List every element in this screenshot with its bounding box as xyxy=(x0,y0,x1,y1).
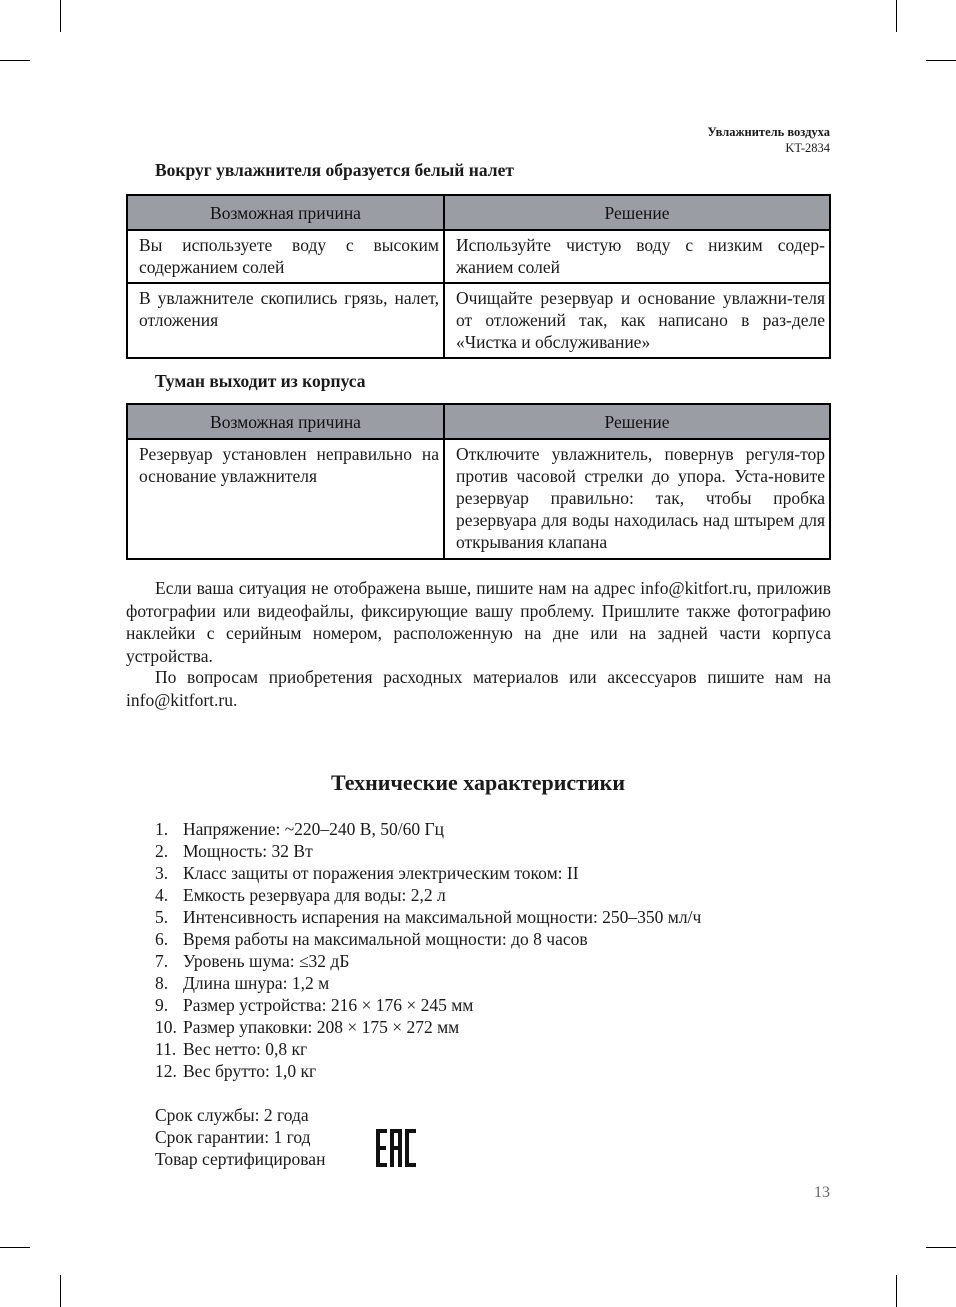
cause-cell: В увлажнителе скопились грязь, налет, отложения xyxy=(127,283,444,358)
solution-cell: Используйте чистую воду с низким содер-жанием солей xyxy=(444,230,830,283)
column-header-solution: Решение xyxy=(444,404,830,439)
spec-item: 9. Размер устройства: 216 × 176 × 245 мм xyxy=(155,995,474,1015)
spec-item: 3. Класс защиты от поражения электрическим током: II xyxy=(155,863,579,883)
spec-item: 2. Мощность: 32 Вт xyxy=(155,841,313,861)
crop-mark xyxy=(926,60,956,61)
service-life: Срок службы: 2 года xyxy=(155,1105,309,1125)
table-row xyxy=(127,230,830,283)
table-header-row xyxy=(127,404,830,439)
certification-note: Товар сертифицирован xyxy=(155,1149,326,1169)
troubleshooting-table xyxy=(126,403,831,560)
spec-item: 8. Длина шнура: 1,2 м xyxy=(155,973,330,993)
solution-cell: Очищайте резервуар и основание увлажни-теля от отложений так, как написано в раз-деле «Чистка и обслуживание» xyxy=(444,283,830,358)
troubleshooting-table xyxy=(126,194,831,359)
column-header-cause: Возможная причина xyxy=(127,195,444,230)
running-header xyxy=(707,124,830,156)
crop-mark xyxy=(896,0,897,32)
eac-mark-icon xyxy=(375,1128,417,1168)
cause-cell: Вы используете воду с высоким содержанием солей xyxy=(127,230,444,283)
warranty-period: Срок гарантии: 1 год xyxy=(155,1127,311,1147)
spec-section-title: Технические характеристики xyxy=(330,770,626,795)
crop-mark xyxy=(0,1247,30,1248)
table-header-row xyxy=(127,195,830,230)
accessories-paragraph: По вопросам приобретения расходных материалов или аксессуаров пишите нам на info@kitfort.ru. xyxy=(126,667,831,710)
column-header-cause: Возможная причина xyxy=(127,404,444,439)
table-row xyxy=(127,439,830,559)
crop-mark xyxy=(926,1247,956,1248)
table-row xyxy=(127,283,830,358)
service-info xyxy=(155,1104,325,1170)
spec-item: 10. Размер упаковки: 208 × 175 × 272 мм xyxy=(155,1017,460,1037)
header-product-name: Увлажнитель воздуха xyxy=(707,125,830,139)
header-model: KT-2834 xyxy=(785,141,830,155)
spec-item: 11. Вес нетто: 0,8 кг xyxy=(155,1039,308,1059)
section-heading: Вокруг увлажнителя образуется белый налет xyxy=(155,160,514,180)
spec-item: 7. Уровень шума: ≤32 дБ xyxy=(155,951,350,971)
spec-list xyxy=(155,818,701,1082)
crop-mark xyxy=(0,60,30,61)
spec-item: 5. Интенсивность испарения на максимальной мощности: 250–350 мл/ч xyxy=(155,907,702,927)
contact-paragraph: Если ваша ситуация не отображена выше, пишите нам на адрес info@kitfort.ru, приложив фотографии или видеофайлы, фиксирующие вашу проблему. Пришлите также фотографию наклейки с серийным номером, расположенную на дне или на задней части корпуса устройства. xyxy=(126,578,831,666)
spec-item: 4. Емкость резервуара для воды: 2,2 л xyxy=(155,885,446,905)
solution-cell: Отключите увлажнитель, повернув регуля-тор против часовой стрелки до упора. Уста-новите резервуар правильно: так, чтобы пробка резервуара для воды находилась над штырем для открывания клапана xyxy=(444,439,830,559)
spec-item: 12. Вес брутто: 1,0 кг xyxy=(155,1061,317,1081)
spec-item: 6. Время работы на максимальной мощности: до 8 часов xyxy=(155,929,588,949)
page-number: 13 xyxy=(814,1184,830,1201)
column-header-solution: Решение xyxy=(444,195,830,230)
section-heading: Туман выходит из корпуса xyxy=(155,371,366,391)
cause-cell: Резервуар установлен неправильно на основание увлажнителя xyxy=(127,439,444,559)
crop-mark xyxy=(896,1275,897,1307)
spec-item: 1. Напряжение: ~220–240 В, 50/60 Гц xyxy=(155,819,444,839)
crop-mark xyxy=(60,1275,61,1307)
crop-mark xyxy=(60,0,61,32)
